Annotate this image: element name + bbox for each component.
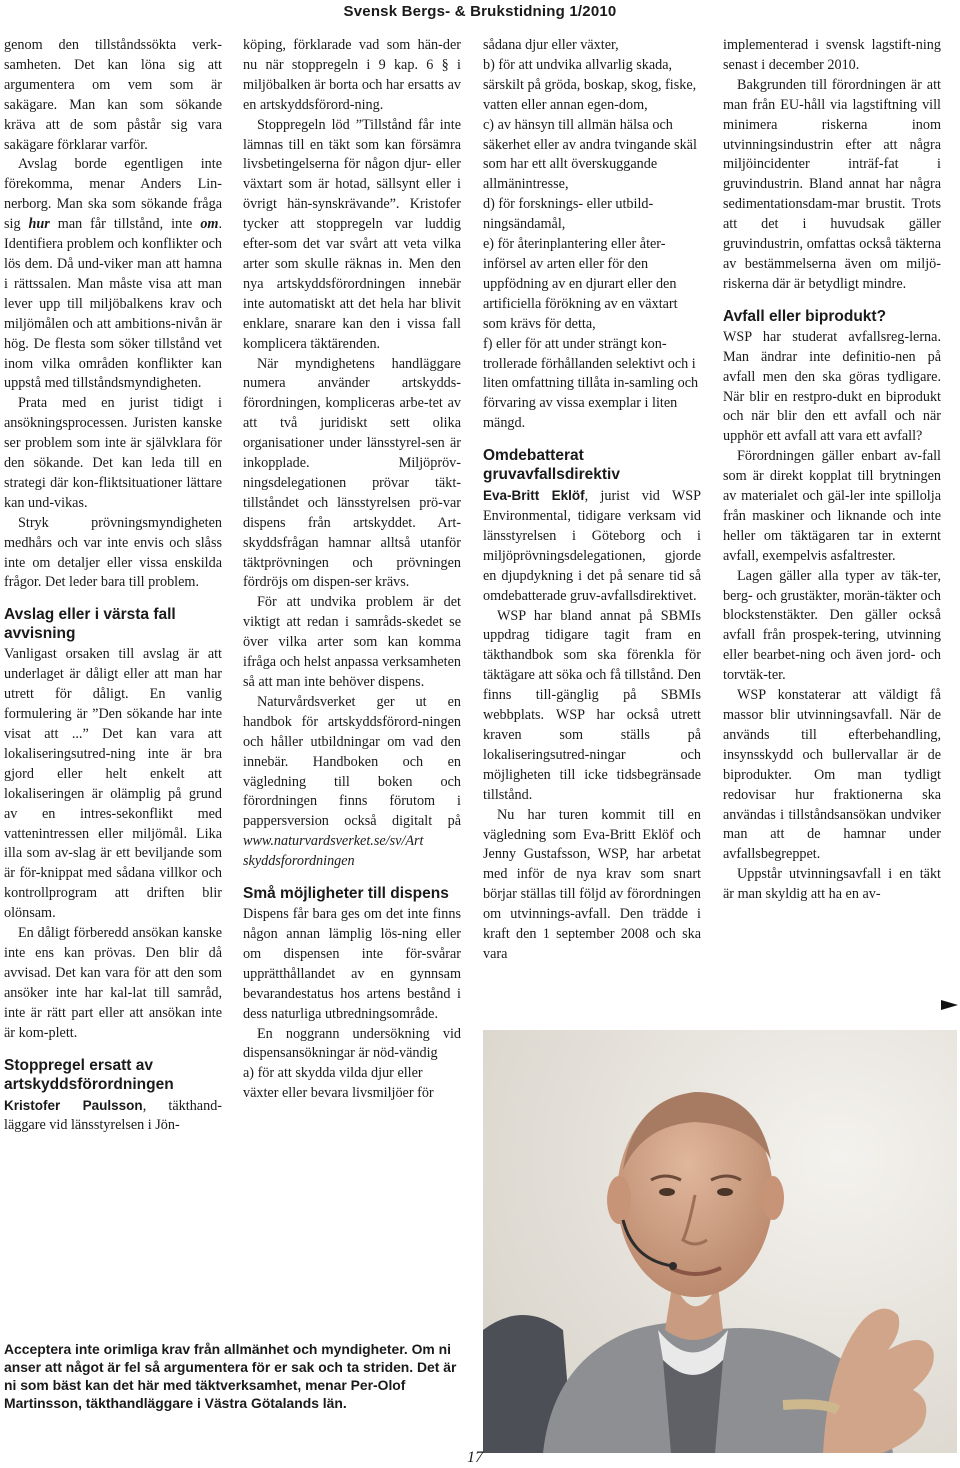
list-item: f) eller för att under strängt kon-trollerade förhållanden selektivt och i liten omfattning tillåta in-samling och förvaring av vissa exemplar i liten mängd. xyxy=(483,335,699,432)
paragraph: En dåligt förberedd ansökan kanske inte ens kan prövas. Den blir då avvisad. Det kan vara för att den som ansöker inte har kal-lat till samråd, inte är rätt part eller att ansökan inte är kom-plett. xyxy=(4,925,222,1041)
page-number: 17 xyxy=(467,1449,483,1466)
paragraph: Dispens får bara ges om det inte finns någon annan lämplig lös-ning eller om dispensen inte för-svårar upprätthållandet av en gynnsam bevarandestatus hos artens bestånd i dess naturliga utbredningsområde. xyxy=(243,906,461,1022)
paragraph: Uppstår utvinningsavfall i en täkt är man skyldig att ha en av- xyxy=(723,866,941,903)
column-4 xyxy=(723,36,941,905)
paragraph: Eva-Britt Eklöf, jurist vid WSP Environmental, tidigare verksam vid länsstyrelsen i Göteborg och i miljöprövningsdelegationen, gjorde en djupdykning i det på senare tid så omdebatterade gruv-avfallsdirektivet. xyxy=(483,488,701,604)
list-item: e) för återinplantering eller åter-införsel av arten eller för den uppfödning av en djurart eller den artificiella förökning av en växtart som krävs för detta, xyxy=(483,236,678,332)
paragraph: För att undvika problem är det viktigt att redan i samråds-skedet se över vilka arter som kan komma ifråga och helst anpassa verksamheten så att man inte behöver dispens. xyxy=(243,594,461,690)
section-heading: Omdebatterat gruvavfallsdirektiv xyxy=(483,447,620,484)
page-header: Svensk Bergs- & Brukstidning 1/2010 xyxy=(343,3,617,20)
paragraph: Kristofer Paulsson, täkthand-läggare vid länsstyrelsen i Jön- xyxy=(4,1097,223,1134)
paragraph: Naturvårdsverket ger ut en handbok för artskyddsförord-ningen och håller utbildningar om vad den innebär. Handboken och en vägledning till boken och förordningen finns förutom i pappersversion också digitalt på www.naturvardsverket.se/sv/Art skyddsforordningen xyxy=(243,693,461,870)
section-heading: Avfall eller biprodukt? xyxy=(723,307,887,325)
author-name: Eva-Britt Eklöf xyxy=(483,488,585,504)
paragraph: Avslag borde egentligen inte förekomma, menar Anders Lin-nerborg. Man ska som sökande fråga sig hur man får tillstånd, inte om. Identifiera problem och konflikter och lös dem. Då und-viker man att hamna i rättssalen. Man måste visa att man lever upp till miljöbalkens krav och miljömålen och att ambitions-nivån är hög. De flesta som söker tillstånd vet inom vilka områden konflikter kan uppstå med tillståndsmyndigheten. xyxy=(4,156,222,392)
paragraph: Stoppregeln löd ”Tillstånd får inte lämnas till en täkt som kan försämra livsbetingelserna för någon djur- eller växtart som är hotad, sällsynt eller i övrigt hän-synskrävande”. Kristofer tycker att stoppregeln var luddig efter-som det var svårt att veta vilka arter som skulle räknas in. Men den nya artskyddsförordningen innebär inte automatiskt att det hela har blivit enklare, snarare kan den i vissa fall komplicera täktärenden. xyxy=(243,116,461,352)
website-link[interactable]: www.naturvardsverket.se/sv/Art skyddsforordningen xyxy=(243,833,424,870)
list-item: sådana djur eller växter, xyxy=(483,37,619,53)
list-item: a) för att skydda vilda djur eller växter eller bevara livsmiljöer för xyxy=(243,1065,434,1102)
photo-caption: Acceptera inte orimliga krav från allmänhet och myndigheter. Om ni anser att något är fel så argumentera för er sak och ta striden. Det är ni som bäst kan det här med täktverksamhet, menar Per-Olof Martinsson, täkthandläggare i Västra Götalands län. xyxy=(4,1341,457,1411)
paragraph: Vanligast orsaken till avslag är att underlaget är dåligt eller att man har utrett för dåligt. En vanlig formulering är ”Den sökande har inte visat att ...” Det kan vara att lokaliseringsutred-ning inte är bra gjord eller helt enkelt att lokaliseringen är olämplig på grund av en intres-sekonflikt med vattenintressen eller miljömål. Lika illa som av-slag är ett beviljande som är för-knippat med sådana villkor och kontrollprogram att driften blir olönsam. xyxy=(4,646,222,922)
paragraph: WSP har studerat avfallsreg-lerna. Man ändrar inte definitio-nen på avfall men den ska göras tydligare. När blir en restpro-dukt en biprodukt och när blir den ett avfall och när upphör ett avfall att vara ett avfall? xyxy=(723,328,941,445)
paragraph: genom den tillståndssökta verk-samheten. Det kan löna sig att argumentera om vem som är sakägare. Man kan som sökande kräva att de som påstår sig vara sakägare förklarar varför. xyxy=(4,37,222,153)
continuation-arrow-icon xyxy=(941,1000,958,1010)
paragraph: Stryk prövningsmyndigheten medhårs och var inte envis och slåss inte om detaljer eller vissa enskilda frågor. Det leder bara till problem. xyxy=(4,514,222,591)
paragraph: En noggrann undersökning vid dispensansökningar är nöd-vändig xyxy=(243,1025,461,1062)
paragraph: WSP har bland annat på SBMIs uppdrag tidigare tagit fram en täkthandbok som ska förenkla för täktägare att söka och få tillstånd. Den finns till-gänglig på SBMIs webbplats. WSP har också utrett kraven som ställs på lokaliseringsutred-ningar och möjligheten till icke tidsbegränsade tillstånd. xyxy=(483,607,701,803)
section-heading: Stoppregel ersatt av artskyddsförordningen xyxy=(4,1056,174,1093)
paragraph: Prata med en jurist tidigt i ansökningsprocessen. Juristen kanske ser problem som inte är självklara för den sökande. Det kan leda till en strategi där kon-fliktsituationer lättare kan und-vikas. xyxy=(4,395,222,511)
paragraph: WSP konstaterar att väldigt få massor blir utvinningsavfall. När de används till efterbehandling, insynsskydd och bullervallar är de biprodukter. Om man tydligt redovisar hur fraktionerna ska användas i tillståndsansökan undviker man att de hamnar under avfallsbegreppet. xyxy=(723,687,941,863)
paragraph: Nu har turen kommit till en vägledning som Eva-Britt Eklöf och Jenny Gustafsson, WSP, har arbetat med inför de nya krav som snart börjar ställas till följd av förordningen om utvinnings-avfall. Den trädde i kraft den 1 september 2008 och ska vara xyxy=(483,806,701,962)
paragraph: Förordningen gäller enbart av-fall som är direkt kopplat till brytningen av materialet och gäl-ler inte spillolja från maskiner och liknande och inte heller om täktägaren tar in externt avfall, exempelvis asfaltrester. xyxy=(723,448,941,564)
paragraph: köping, förklarade vad som hän-der nu när stoppregeln i 9 kap. 6 § i miljöbalken är borta och har ersatts av en artskyddsförord-ning. xyxy=(243,37,461,113)
section-heading: Små möjligheter till dispens xyxy=(243,885,449,903)
author-name: Kristofer Paulsson xyxy=(4,1097,143,1113)
paragraph: Bakgrunden till förordningen är att man från EU-håll via lagstiftning vill minimera riskerna inom utvinningsindustrin efter att några miljöincidenter inträf-fat i gruvindustrin. Bland annat har några sedimentationsdam-mar brustit. Trots att det i huvudsak gäller gruvindustrin, omfattas också täkterna av bestämmelserna även om miljö-riskerna där är betydligt mindre. xyxy=(723,76,941,292)
paragraph: När myndighetens handläggare numera använder artskydds-förordningen, kompliceras arbe-tet av att två juridiskt sett olika organisationer under länsstyrel-sen är inkopplade. Miljöpröv-ningsdelegationen prövar täkt-tillståndet och länsstyrelsen prö-var dispens från artskyddet. Art-skyddsfrågan hamnar alltså utanför täktprövningen och prövningen fördröjs om dispen-ser krävs. xyxy=(243,355,461,591)
list-item: d) för forsknings- eller utbild-ningsändamål, xyxy=(483,196,654,233)
paragraph: implementerad i svensk lagstift-ning senast i december 2010. xyxy=(723,37,941,73)
portrait-photo xyxy=(483,1030,957,1453)
paragraph: Lagen gäller alla typer av täk-ter, berg- och grustäkter, morän-täkter och blockstenstäkter. Den gäller också avfall från prospek-tering, utvinning eller bearbet-ning och även jord- och torvtäk-ter. xyxy=(723,567,941,684)
column-1 xyxy=(4,36,222,1136)
list-item: b) för att undvika allvarlig skada, särskilt på gröda, boskap, skog, fiske, vatten eller annan egen-dom, xyxy=(483,56,697,113)
section-heading: Avslag eller i värsta fall avvisning xyxy=(4,606,176,643)
list-item: c) av hänsyn till allmän hälsa och säkerhet eller av andra tvingande skäl som har ett allt överskuggande allmänintresse, xyxy=(483,116,697,193)
portrait-illustration xyxy=(483,1030,957,1453)
column-3 xyxy=(483,36,701,965)
column-2 xyxy=(243,36,461,1104)
